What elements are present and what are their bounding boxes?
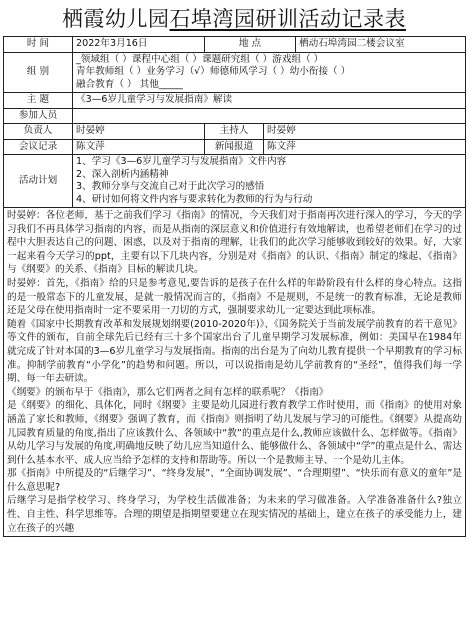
narrative-paragraph: 后继学习是指学校学习、终身学习，为学校生活做准备；为未来的学习做准备。入学准备准备什么?独立性、自主性、科学思维等。合理的期望是指期望要建立在现实情况的基础上，建立在孩子的承受能力上，建立在孩子的兴趣 <box>7 495 463 534</box>
plan-row <box>4 155 466 208</box>
plan-item: 2、深入剖析内涵精神 <box>76 168 169 180</box>
time-row <box>4 37 466 53</box>
plan-item: 1、学习《3—6岁儿童学习与发展指南》文件内容 <box>76 156 287 167</box>
page-title <box>3 4 465 36</box>
narrative-paragraph: 那《指南》中所提及的“后继学习”、“终身发展”、“全面协调发展”、“合理期望”、“快乐而有意义的童年”是什么意思呢? <box>7 468 463 493</box>
group-row <box>4 52 466 93</box>
leader-label: 负责人 <box>4 124 73 140</box>
plan-item: 3、教师分享与交流自己对于此次学习的感悟 <box>76 181 265 192</box>
record-value: 陈文萍 <box>73 139 205 155</box>
group-options-line: 青年教师组（ ）业务学习（√）师德师风学习（ ）幼小衔接（ ） <box>76 66 351 77</box>
participants-row <box>4 108 466 124</box>
topic-value: 《3—6岁儿童学习与发展指南》解读 <box>73 93 466 109</box>
leader-value: 时晏婷 <box>73 124 205 140</box>
people-row <box>4 124 466 140</box>
plan-items <box>76 156 462 206</box>
record-label: 会议记录 <box>4 139 73 155</box>
group-options-line: 融合教育（ ） 其他_____ <box>76 78 183 90</box>
place-label: 地 点 <box>205 37 296 53</box>
participants-label: 参加人员 <box>4 108 73 124</box>
narrative-paragraph: 时晏婷：首先，《指南》给的只是参考意见,要告诉的是孩子在什么样的年龄阶段有什么样的身心特点。这指的是一般常态下的儿童发展，是就一般情况而言的，《指南》不是规则，不是统一的教育标准，无论是教师还是父母在使用指南时一定不要采用一刀切的方式，强制要求幼儿一定要达到此项标准。 <box>7 277 463 317</box>
narrative-paragraph: 随着《国家中长期教育改革和发展规划纲要(2010-2020年)》、《国务院关于当前发展学前教育的若干意见》 等文件的颁布，自前全球先后已经有三十多个国家出台了儿童早期学习发展标准，例如：美国早在1984年就完成了针对本国的3—6岁儿童学习与发展指南。指南的出台是为了向幼儿教育提供一个早期教育的学习标准。抑制学前教育“小学化”的趋势和问题。所以，可以说指南是幼儿学前教育的“圣经”，值得我们每一学期、每一年去研读。 <box>7 318 463 385</box>
group-label: 组 别 <box>4 52 73 93</box>
group-options <box>73 52 466 93</box>
narrative-row <box>4 208 466 537</box>
host-value: 时晏婷 <box>264 124 466 140</box>
plan-list <box>73 155 466 208</box>
news-label: 新闻报道 <box>205 139 264 155</box>
host-label: 主持人 <box>205 124 264 140</box>
topic-row <box>4 93 466 109</box>
record-form <box>3 36 466 537</box>
place-value: 栖动石埠湾园二楼会议室 <box>296 37 466 53</box>
time-label: 时 间 <box>4 37 73 53</box>
record-row <box>4 139 466 155</box>
narrative-paragraph: 是《纲要》的细化、具体化，同时《纲要》主要是幼儿园进行教育教学工作时使用，而《指南》的使用对象涵盖了家长和教师，《纲要》强调了教育，而《指南》则指明了幼儿发展与学习的可能性。《纲要》从提高幼儿园教育质量的角度,指出了应该教什么、各领域中“教”的重点是什么,教师应该做什么、怎样做等。《指南》从幼儿学习与发展的角度,明确地反映了幼儿应当知道什么、能够做什么、各领域中“学”的重点是什么、需达到什么基本水平、成人应当给予怎样的支持和帮助等。所以一个是教师主导、一个是幼儿主体。 <box>7 400 463 466</box>
title-kindergarten: 栖霞幼儿园 <box>62 7 170 31</box>
topic-label: 主 题 <box>4 93 73 109</box>
time-value: 2022年3月16日 <box>73 37 205 53</box>
group-options-line: _领域组（ ）课程中心组（ ）课题研究组（ ）游戏组（ ） <box>76 53 324 65</box>
meeting-narrative <box>4 208 466 537</box>
title-campus: 石埠湾 <box>169 7 234 31</box>
title-suffix: 园研训活动记录表 <box>234 7 406 31</box>
plan-item: 4、研讨如何将文件内容与要求转化为教师的行为与行动 <box>76 193 313 205</box>
news-value: 陈文萍 <box>264 139 466 155</box>
participants-value <box>73 108 466 124</box>
narrative-paragraph: 《纲要》的颁布早于《指南》，那么它们两者之间有怎样的联系呢？《指南》 <box>7 386 329 398</box>
plan-label: 活动计划 <box>4 155 73 208</box>
narrative-paragraph: 时晏婷：各位老师，基于之前我们学习《指南》的情况，今天我们对于指南再次进行深入的学习，今天的学习我们不再具体学习指南的内容，而是从指南的深层意义和价值进行有效地解读，也希望老师们在学习的过程中大胆表达自己的问题、困惑，以及对于指南的理解，让我们的此次学习能够收到较好的效果。好，大家一起来看今天学习的ppt，主要有以下几块内容，分别是对《指南》的认识、《指南》制定的缘起、《指南》与《纲要》的关系、《指南》目标的解读几块。 <box>7 210 463 276</box>
